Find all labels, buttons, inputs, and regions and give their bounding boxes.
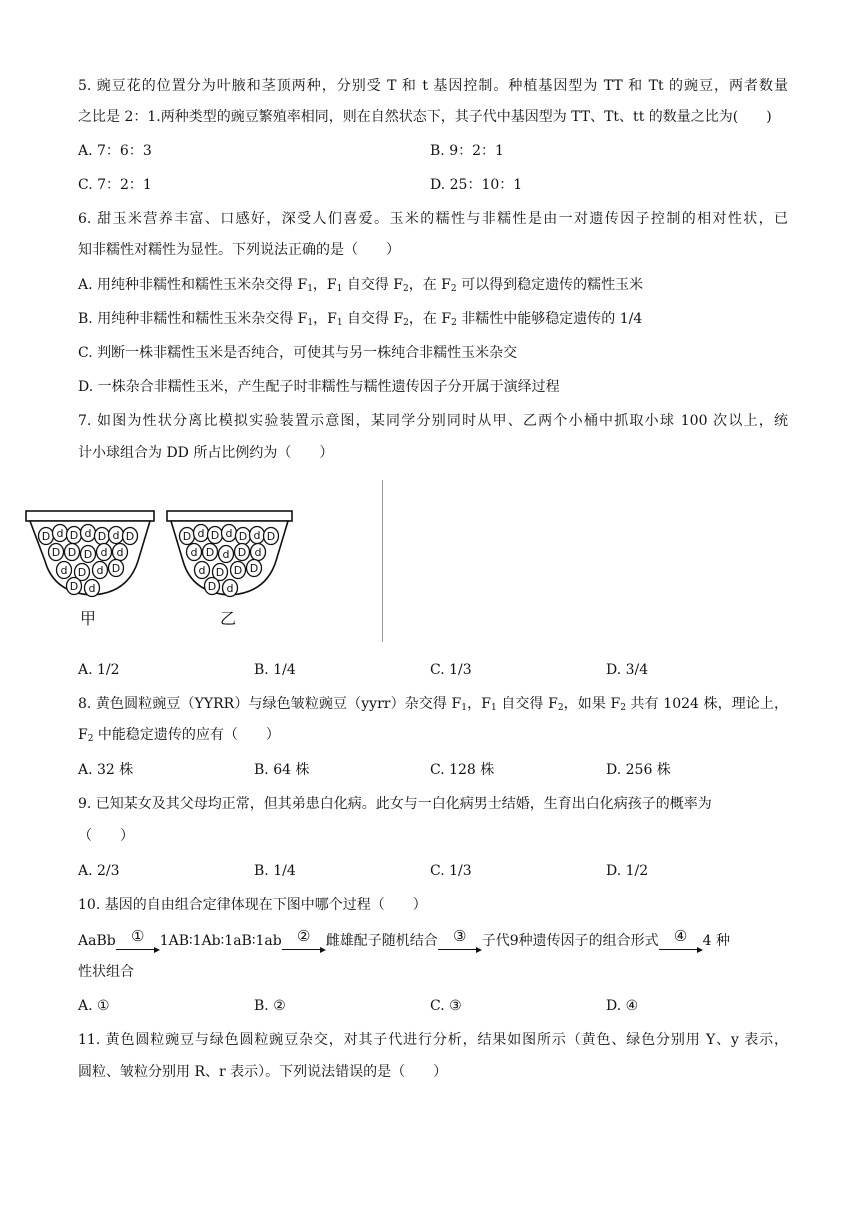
q7-option-c[interactable]: C. 1/3 [430,662,472,678]
q6-b-text-5: 非糯性中能够稳定遗传的 1/4 [456,311,643,327]
q8-option-b[interactable]: B. 64 株 [254,762,310,778]
svg-text:D: D [207,580,217,593]
yi-ball-D [231,562,246,579]
svg-text:D: D [83,548,93,561]
svg-text:d: d [56,527,64,540]
svg-text:D: D [237,546,247,559]
q10-flow-end-line2: 性状组合 [78,964,134,980]
q9-stem-line2: （ ） [78,828,134,844]
q9-option-b[interactable]: B. 1/4 [254,863,296,879]
svg-text:D: D [41,530,51,543]
q8-text-6: F [78,727,88,743]
q8-option-a[interactable]: A. 32 株 [78,762,134,778]
flow-arrow-4 [659,928,703,956]
q6-option-d[interactable]: D. 一株杂合非糯性玉米，产生配子时非糯性与糯性遗传因子分开属于演绎过程 [78,379,560,395]
flow-start: AaBb [78,933,116,949]
q7-stem-line1: 7. 如图为性状分离比模拟实验装置示意图，某同学分别同时从甲、乙两个小桶中抓取小球 100 次以上，统 [78,413,788,429]
q10-option-a[interactable]: A. ① [78,998,110,1014]
flow-gametes: 1AB∶1Ab∶1aB∶1ab [159,933,282,949]
svg-text:D: D [210,529,220,542]
svg-text:D: D [249,562,259,575]
q5-stem-line2: 之比是 2：1.两种类型的豌豆繁殖率相同，则在自然状态下，其子代中基因型为 TT、Tt、tt 的数量之比为( ) [78,109,772,125]
svg-text:D: D [238,530,248,543]
svg-text:d: d [60,564,68,577]
svg-text:D: D [69,580,79,593]
jia-ball-D [49,544,64,561]
q11-stem-line1: 11. 黄色圆粒豌豆与绿色圆粒豌豆杂交，对其子代进行分析，结果如图所示（黄色、绿色分别用 Y、y 表示， [78,1032,788,1048]
bucket-yi-rim [167,511,292,521]
svg-text:d: d [88,582,96,595]
q10-option-c[interactable]: C. ③ [430,998,462,1014]
q6-b-text-2: ，F [313,311,337,327]
q6-option-b[interactable] [78,309,788,329]
q10-process-flow [78,926,730,956]
svg-text:D: D [125,530,135,543]
flow-arrow-3 [438,928,482,956]
q8-sub-2: 1 [490,703,497,713]
q8-sub-5: 2 [87,734,94,744]
q6-b-sub-4: 2 [451,318,457,328]
q10-stem-line1: 10. 基因的自由组合定律体现在下图中哪个过程（ ） [78,897,427,913]
yi-ball-D [247,560,262,577]
jia-ball-D [67,527,82,544]
q8-option-d[interactable]: D. 256 株 [606,762,671,778]
svg-text:d: d [225,527,233,540]
q5-stem-line1: 5. 豌豆花的位置分为叶腋和茎顶两种，分别受 T 和 t 基因控制。种植基因型为 TT 和 Tt 的豌豆，两者数量 [78,78,788,94]
bucket-diagram [22,480,312,645]
yi-ball-D [235,544,250,561]
flow-step-4: ④ [673,927,688,945]
svg-text:d: d [197,527,205,540]
svg-text:D: D [266,530,276,543]
q6-a-text-3: 自交得 F [342,277,403,293]
q10-option-b[interactable]: B. ② [254,998,286,1014]
flow-step-3: ③ [452,927,467,945]
jia-ball-d [81,525,96,542]
q5-option-b[interactable]: B. 9：2：1 [430,143,504,159]
q6-a-sub-3: 2 [403,284,409,294]
jia-ball-d [113,544,128,561]
jia-ball-D [81,546,96,563]
q6-option-a[interactable] [78,275,788,295]
bucket-label-yi: 乙 [220,609,237,628]
svg-text:d: d [100,546,108,559]
svg-text:D: D [51,546,61,559]
svg-text:d: d [222,548,230,561]
bucket-jia-rim [26,511,154,521]
svg-text:d: d [253,529,261,542]
flow-arrow-1 [116,928,160,956]
svg-text:d: d [112,529,120,542]
q8-text-4: ，如果 F [563,696,621,712]
q8-text-5: 共有 1024 株，理论上， [625,696,788,712]
svg-text:D: D [182,530,192,543]
q8-text-1: 8. 黄色圆粒豌豆（YYRR）与绿色皱粒豌豆（yyrr）杂交得 F [78,696,462,712]
yi-ball-d [251,544,266,561]
jia-ball-D [95,528,110,545]
q6-a-sub-1: 1 [307,284,313,294]
yi-ball-D [205,578,220,595]
q6-a-sub-2: 1 [336,284,343,294]
yi-ball-d [250,527,265,544]
svg-text:d: d [116,546,124,559]
jia-ball-D [109,560,124,577]
svg-text:D: D [111,562,121,575]
q9-option-a[interactable]: A. 2/3 [78,863,120,879]
q7-stem-line2: 计小球组合为 DD 所占比例约为（ ） [78,445,334,461]
q6-a-sub-4: 2 [450,284,457,294]
yi-ball-D [264,528,279,545]
flow-combos: 子代9种遗传因子的组合形式 [481,933,659,949]
q8-sub-4: 2 [620,703,626,713]
svg-text:D: D [205,546,215,559]
q6-stem-line1: 6. 甜玉米营养丰富、口感好，深受人们喜爱。玉米的糯性与非糯性是由一对遗传因子控制的相对性状，已 [78,211,788,227]
svg-text:d: d [190,546,198,559]
q7-option-d[interactable]: D. 3/4 [606,662,649,678]
yi-ball-D [203,544,218,561]
yi-ball-d [195,562,210,579]
svg-text:D: D [69,529,79,542]
flow-arrow-2 [282,928,326,956]
q8-sub-3: 2 [557,703,564,713]
q6-option-c[interactable]: C. 判断一株非糯性玉米是否纯合，可使其与另一株纯合非糯性玉米杂交 [78,345,518,361]
jia-ball-d [93,562,108,579]
jia-ball-D [123,528,138,545]
q7-option-b[interactable]: B. 1/4 [254,662,296,678]
q8-text-7: 中能稳定遗传的应有（ ） [93,727,280,743]
q8-text-3: 自交得 F [496,696,558,712]
svg-text:d: d [84,527,92,540]
figure-divider [382,480,383,642]
q8-stem-line2 [78,725,788,745]
svg-text:d: d [198,564,206,577]
yi-ball-d [194,525,209,542]
q8-option-c[interactable]: C. 128 株 [430,762,495,778]
yi-ball-D [180,528,195,545]
svg-text:D: D [97,530,107,543]
svg-text:d: d [226,582,234,595]
q8-sub-1: 1 [461,703,467,713]
q11-stem-line2: 圆粒、皱粒分别用 R、r 表示）。下列说法错误的是（ ） [78,1064,448,1080]
jia-ball-d [97,544,112,561]
q5-option-c[interactable]: C. 7：2：1 [78,177,152,193]
q9-option-c[interactable]: C. 1/3 [430,863,472,879]
svg-text:D: D [233,564,243,577]
q6-b-text-1: B. 用纯种非糯性和糯性玉米杂交得 F [78,311,308,327]
yi-ball-D [236,528,251,545]
flow-step-1: ① [130,927,145,945]
jia-ball-D [39,528,54,545]
jia-ball-d [57,562,72,579]
q6-a-text-5: 可以得到稳定遗传的糯性玉米 [456,277,644,293]
q6-b-text-3: 自交得 F [342,311,404,327]
svg-text:d: d [254,546,262,559]
q6-b-sub-3: 2 [403,318,409,328]
q6-stem-line2: 知非糯性对糯性为显性。下列说法正确的是（ ） [78,242,400,258]
svg-text:d: d [96,564,104,577]
q10-option-d[interactable]: D. ④ [606,998,639,1014]
q6-a-text-1: A. 用纯种非糯性和糯性玉米杂交得 F [78,277,308,293]
q7-option-a[interactable]: A. 1/2 [78,662,120,678]
q5-option-d[interactable]: D. 25：10：1 [430,177,523,193]
flow-step-2: ② [296,927,311,945]
q6-b-sub-2: 1 [336,318,343,328]
q6-a-text-2: ，F [312,277,337,293]
q6-b-text-4: ，在 F [408,311,452,327]
jia-ball-d [109,527,124,544]
bucket-figure [22,480,312,645]
q6-a-text-4: ，在 F [408,277,451,293]
jia-ball-D [65,544,80,561]
svg-text:D: D [77,566,87,579]
yi-ball-d [223,580,238,597]
q8-text-2: ，F [467,696,491,712]
jia-ball-D [67,578,82,595]
yi-ball-d [187,544,202,561]
yi-ball-d [219,546,234,563]
flow-random: 雌雄配子随机结合 [325,933,438,949]
bucket-label-jia: 甲 [80,609,97,628]
flow-end: 4 种 [702,933,730,949]
q5-option-a[interactable]: A. 7：6：3 [78,143,152,159]
q8-stem-line1 [78,694,788,714]
q9-option-d[interactable]: D. 1/2 [606,863,649,879]
yi-ball-d [222,525,237,542]
jia-ball-d [53,525,68,542]
svg-text:D: D [215,566,225,579]
jia-ball-d [85,580,100,597]
svg-text:D: D [67,546,77,559]
yi-ball-D [208,527,223,544]
q6-b-sub-1: 1 [307,318,314,328]
q9-stem-line1: 9. 已知某女及其父母均正常，但其弟患白化病。此女与一白化病男士结婚，生育出白化病孩子的概率为 [78,796,712,812]
